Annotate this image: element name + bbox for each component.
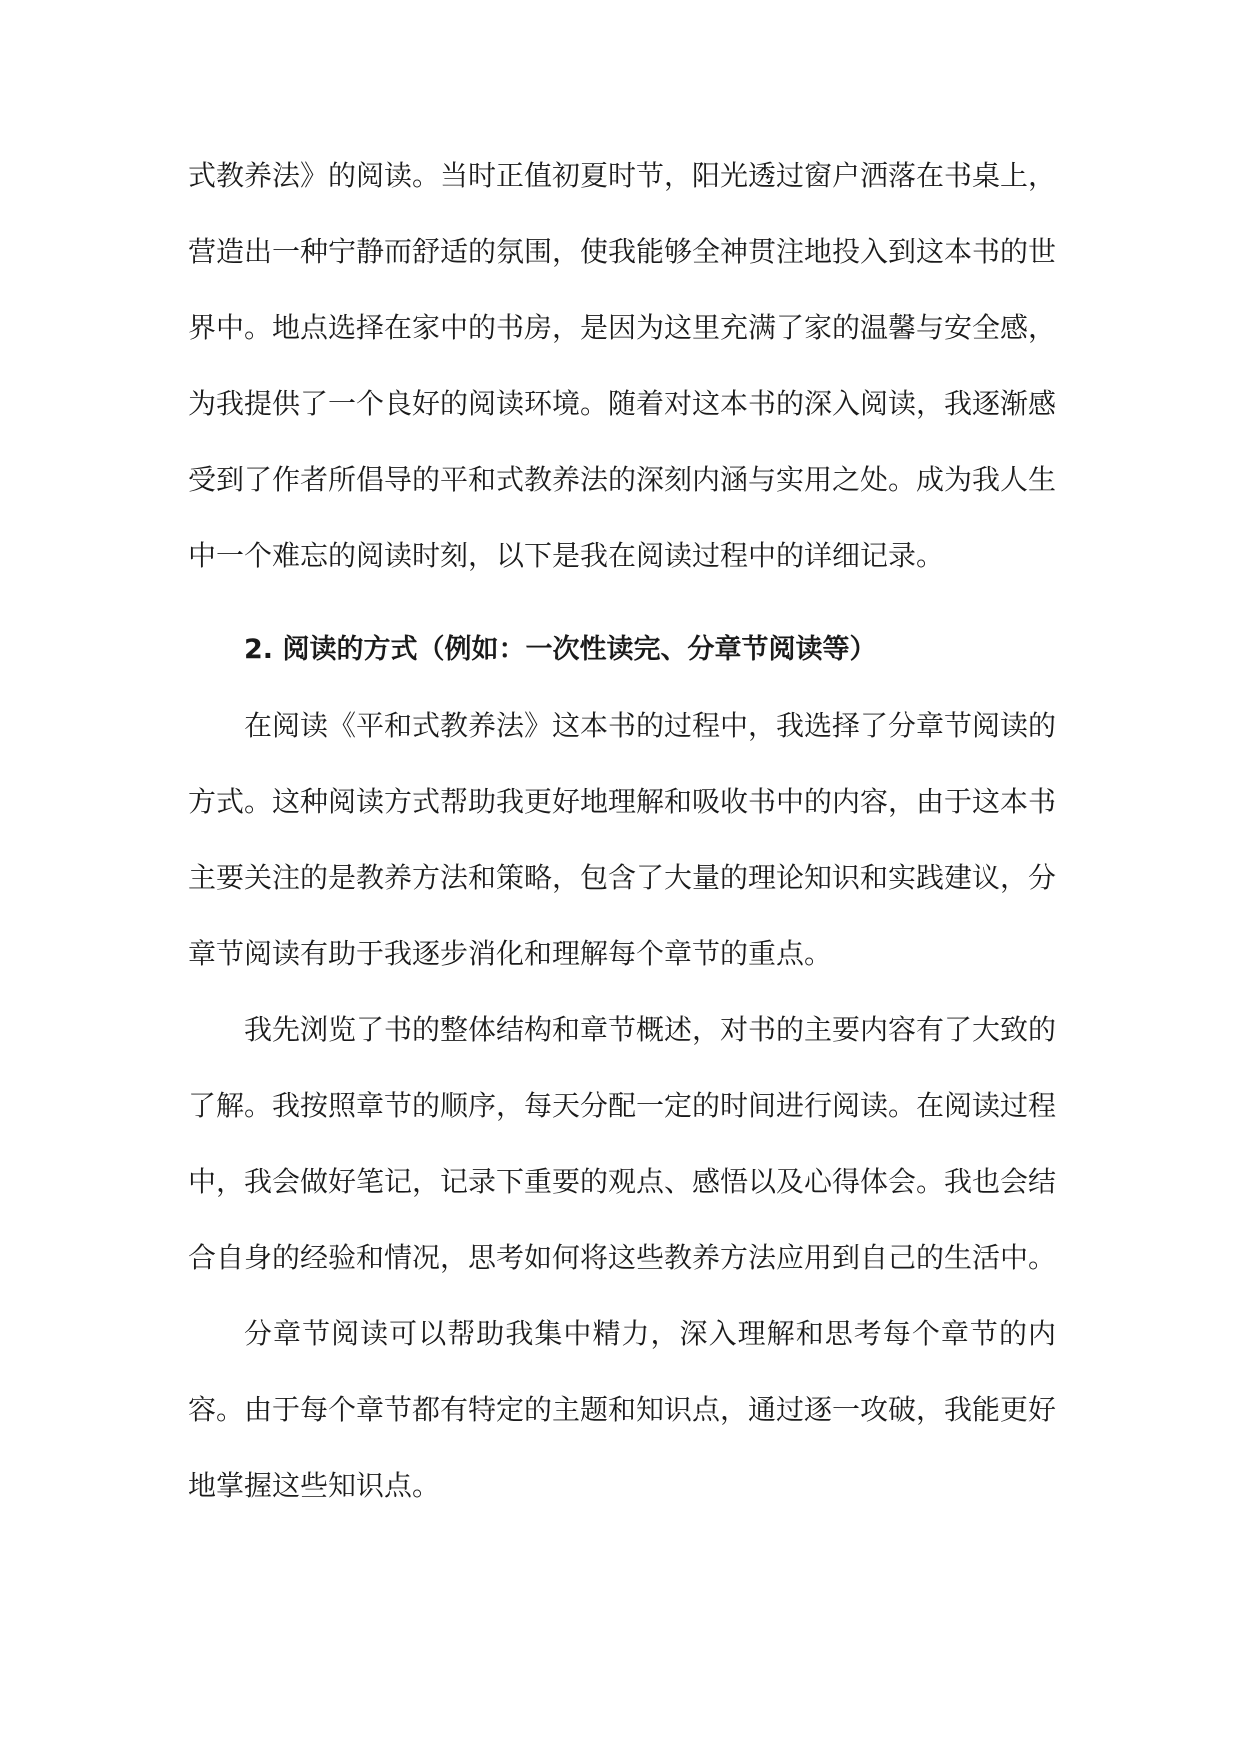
paragraph-chapter-reading: 在阅读《平和式教养法》这本书的过程中，我选择了分章节阅读的方式。这种阅读方式帮助我更好地理解和吸收书中的内容，由于这本书主要关注的是教养方法和策略，包含了大量的理论知识和实践建议，分章节阅读有助于我逐步消化和理解每个章节的重点。 xyxy=(188,709,1057,970)
paragraph-reading-time-place: 式教养法》的阅读。当时正值初夏时节，阳光透过窗户洒落在书桌上，营造出一种宁静而舒适的氛围，使我能够全神贯注地投入到这本书的世界中。地点选择在家中的书房，是因为这里充满了家的温馨与安全感，为我提供了一个良好的阅读环境。随着对这本书的深入阅读，我逐渐感受到了作者所倡导的平和式教养法的深刻内涵与实用之处。成为我人生中一个难忘的阅读时刻，以下是我在阅读过程中的详细记录。 xyxy=(188,159,1057,572)
section-heading-reading-method: 2. 阅读的方式（例如：一次性读完、分章节阅读等） xyxy=(244,634,877,665)
paragraph-chapter-benefits: 分章节阅读可以帮助我集中精力，深入理解和思考每个章节的内容。由于每个章节都有特定的主题和知识点，通过逐一攻破，我能更好地掌握这些知识点。 xyxy=(188,1317,1057,1502)
paragraph-reading-process: 我先浏览了书的整体结构和章节概述，对书的主要内容有了大致的了解。我按照章节的顺序，每天分配一定的时间进行阅读。在阅读过程中，我会做好笔记，记录下重要的观点、感悟以及心得体会。我也会结合自身的经验和情况，思考如何将这些教养方法应用到自己的生活中。 xyxy=(188,1013,1057,1274)
document-body xyxy=(188,138,1056,1524)
